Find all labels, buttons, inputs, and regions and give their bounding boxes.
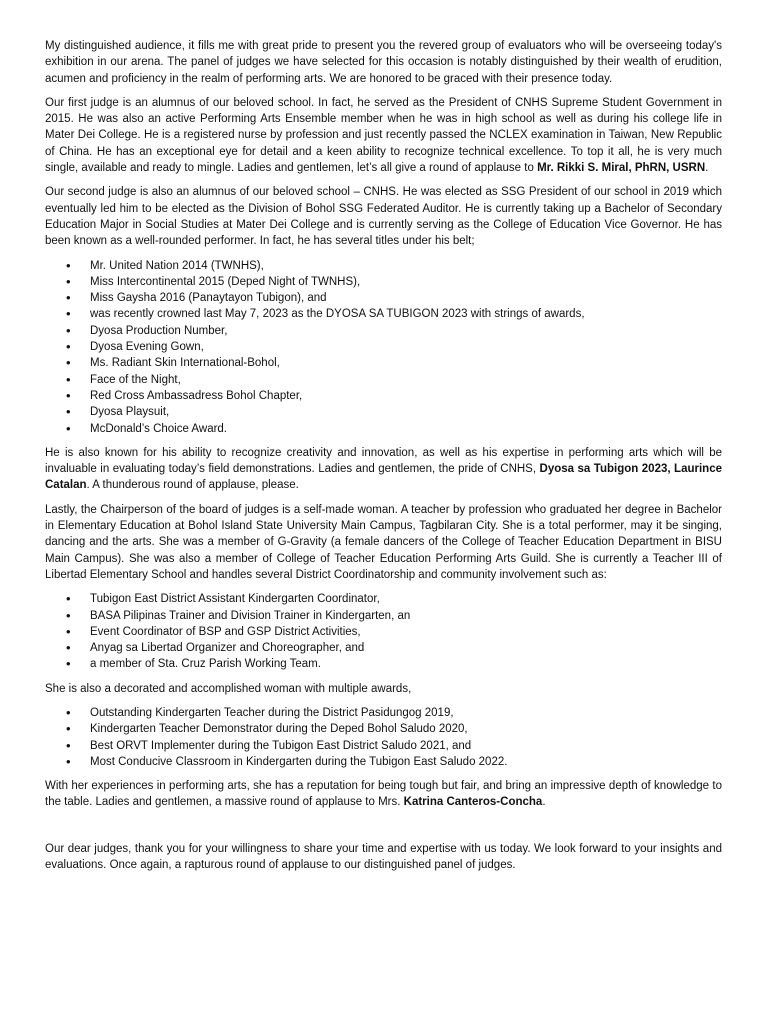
blank-spacer <box>45 819 722 841</box>
judge2-closing-paragraph <box>45 445 722 494</box>
list-item: • Tubigon East District Assistant Kindergarten Coordinator, <box>45 591 722 607</box>
list-item: • Dyosa Evening Gown, <box>45 339 722 355</box>
judge3-roles-list <box>45 591 722 672</box>
list-item: • Dyosa Production Number, <box>45 323 722 339</box>
list-item: • Red Cross Ambassadress Bohol Chapter, <box>45 388 722 404</box>
judge2-titles-list <box>45 258 722 437</box>
judge1-paragraph <box>45 95 722 176</box>
judge2-name: Dyosa sa Tubigon 2023, Laurince Catalan <box>45 463 722 492</box>
list-item: • Ms. Radiant Skin International-Bohol, <box>45 355 722 371</box>
judge3-paragraph: Lastly, the Chairperson of the board of judges is a self-made woman. A teacher by profession who graduated her degree in Bachelor in Elementary Education at Bohol Island State University Main Campus, Tagbilaran City. She is a total performer, may it be singing, dancing and the arts. She was a member of G-Gravity (a female dancers of the College of Teacher Education Department in BISU Main Campus). She was also a member of College of Teacher Education Performing Arts Guild. She is currently a Teacher III of Libertad Elementary School and handles several District Coordinatorship and community involvement such as: <box>45 503 722 581</box>
judge1-end: . <box>705 162 709 175</box>
judge3-awards-intro: She is also a decorated and accomplished woman with multiple awards, <box>45 682 412 695</box>
judge3-name: Katrina Canteros-Concha <box>403 796 543 809</box>
list-item: • Best ORVT Implementer during the Tubigon East District Saludo 2021, and <box>45 738 722 754</box>
list-item: • Outstanding Kindergarten Teacher during the District Pasidungog 2019, <box>45 705 722 721</box>
list-item: • Dyosa Playsuit, <box>45 404 722 420</box>
outro-paragraph: Our dear judges, thank you for your willingness to share your time and expertise with us today. We look forward to your insights and evaluations. Once again, a rapturous round of applause to our distinguished panel of judges. <box>45 842 722 872</box>
judge1-text: Our first judge is an alumnus of our beloved school. In fact, he served as the President of CNHS Supreme Student Government in 2015. He was also an active Performing Arts Ensemble member when he was in high school as well as during his college life in Mater Dei College. He is a registered nurse by profession and just recently passed the NCLEX examination in Taiwan, New Republic of China. He has an exceptional eye for detail and a keen ability to recognize technical excellence. To top it all, he is very much single, available and ready to mingle. Ladies and gentlemen, let’s all give a round of applause to <box>45 96 722 175</box>
list-item: • BASA Pilipinas Trainer and Division Trainer in Kindergarten, an <box>45 608 722 624</box>
judge2-end: . A thunderous round of applause, please. <box>86 479 299 492</box>
list-item: • Face of the Night, <box>45 372 722 388</box>
intro-paragraph: My distinguished audience, it fills me with great pride to present you the revered group of evaluators who will be overseeing today's exhibition in our arena. The panel of judges we have selected for this occasion is notably distinguished by their wealth of erudition, acumen and proficiency in the realm of performing arts. We are honored to be graced with their presence today. <box>45 40 722 85</box>
judge1-name: Mr. Rikki S. Miral, PhRN, USRN <box>537 162 706 175</box>
list-item: • Mr. United Nation 2014 (TWNHS), <box>45 258 722 274</box>
list-item: • Anyag sa Libertad Organizer and Choreographer, and <box>45 640 722 656</box>
list-item: • Most Conducive Classroom in Kindergarten during the Tubigon East Saludo 2022. <box>45 754 722 770</box>
document-page <box>45 38 722 881</box>
list-item: • was recently crowned last May 7, 2023 as the DYOSA SA TUBIGON 2023 with strings of awards, <box>45 306 722 322</box>
list-item: • McDonald’s Choice Award. <box>45 421 722 437</box>
judge2-paragraph: Our second judge is also an alumnus of our beloved school – CNHS. He was elected as SSG President of our school in 2019 which eventually led him to be elected as the Division of Bohol SSG Federated Auditor. He is currently taking up a Bachelor of Secondary Education Major in Social Studies at Mater Dei College and is currently serving as the College of Education Vice Governor. He has been known as a well-rounded performer. In fact, he has several titles under his belt; <box>45 186 722 248</box>
list-item: • Miss Intercontinental 2015 (Deped Night of TWNHS), <box>45 274 722 290</box>
list-item: • a member of Sta. Cruz Parish Working Team. <box>45 656 722 672</box>
judge3-end: . <box>542 796 546 809</box>
list-item: • Miss Gaysha 2016 (Panaytayon Tubigon), and <box>45 290 722 306</box>
judge3-closing-paragraph <box>45 778 722 811</box>
list-item: • Event Coordinator of BSP and GSP District Activities, <box>45 624 722 640</box>
judge3-closing-text: With her experiences in performing arts, she has a reputation for being tough but fair, and bring an impressive depth of knowledge to the table. Ladies and gentlemen, a massive round of applause to Mrs. <box>45 780 722 809</box>
judge3-awards-list <box>45 705 722 770</box>
judge2-closing-text: He is also known for his ability to recognize creativity and innovation, as well as his expertise in performing arts which will be invaluable in evaluating today’s field demonstrations. Ladies and gentlemen, the pride of CNHS, <box>45 446 722 476</box>
list-item: • Kindergarten Teacher Demonstrator during the Deped Bohol Saludo 2020, <box>45 721 722 737</box>
